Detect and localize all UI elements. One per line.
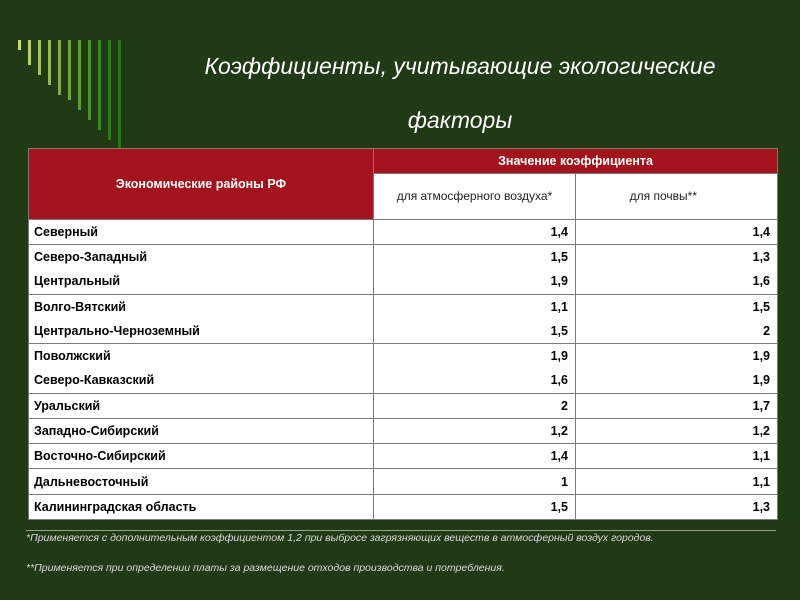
region-name-cell bbox=[29, 418, 374, 443]
footnote-1: *Применяется с дополнительным коэффициентом 1,2 при выбросе загрязняющих веществ в атмосферный воздух городов. bbox=[26, 530, 776, 546]
stripe bbox=[38, 40, 41, 75]
stripe bbox=[58, 40, 61, 95]
air-coefficient-cell-line: 1,5 bbox=[550, 499, 568, 514]
air-coefficient-cell-line: 1 bbox=[561, 474, 568, 489]
region-name-cell bbox=[29, 220, 374, 245]
region-name-cell-line: Северо-Кавказский bbox=[34, 373, 155, 388]
footnote-2: **Применяется при определении платы за размещение отходов производства и потребления. bbox=[26, 562, 505, 574]
soil-coefficient-cell-line: 1,5 bbox=[752, 299, 771, 314]
header-coefficient-value: Значение коэффициента bbox=[374, 149, 778, 174]
air-coefficient-cell-line: 1,2 bbox=[550, 424, 568, 439]
region-name-cell bbox=[29, 294, 374, 343]
soil-coefficient-cell bbox=[576, 294, 778, 343]
region-name-cell bbox=[29, 245, 374, 294]
air-coefficient-cell bbox=[374, 418, 576, 443]
soil-coefficient-cell-line: 1,9 bbox=[752, 373, 771, 388]
table-row bbox=[29, 494, 778, 519]
soil-coefficient-cell-line: 2 bbox=[763, 323, 771, 338]
soil-coefficient-cell-line: 1,1 bbox=[752, 449, 771, 464]
soil-coefficient-cell-line: 1,4 bbox=[752, 225, 771, 240]
region-name-cell-line: Волго-Вятский bbox=[34, 299, 126, 314]
soil-coefficient-cell-line: 1,9 bbox=[752, 349, 771, 364]
air-coefficient-cell bbox=[374, 294, 576, 343]
subheader-soil: для почвы** bbox=[576, 174, 778, 220]
air-coefficient-cell-line: 1,4 bbox=[550, 225, 568, 240]
table-row bbox=[29, 418, 778, 443]
region-name-cell bbox=[29, 444, 374, 469]
stripe bbox=[48, 40, 51, 85]
air-coefficient-cell-line: 2 bbox=[561, 398, 568, 413]
stripe bbox=[98, 40, 101, 130]
coefficients-table bbox=[28, 148, 777, 520]
table-row bbox=[29, 444, 778, 469]
soil-coefficient-cell-line: 1,7 bbox=[752, 398, 771, 413]
air-coefficient-cell-line: 1,5 bbox=[550, 323, 568, 338]
table-row bbox=[29, 344, 778, 393]
air-coefficient-cell-line: 1,4 bbox=[550, 449, 568, 464]
stripe bbox=[18, 40, 21, 50]
air-coefficient-cell-line: 1,1 bbox=[550, 299, 568, 314]
stripe bbox=[28, 40, 31, 65]
slide-title bbox=[140, 52, 780, 134]
soil-coefficient-cell-line: 1,6 bbox=[752, 274, 771, 289]
decorative-stripes bbox=[18, 40, 133, 150]
air-coefficient-cell bbox=[374, 245, 576, 294]
table-body bbox=[29, 220, 778, 520]
soil-coefficient-cell bbox=[576, 245, 778, 294]
table-row bbox=[29, 245, 778, 294]
stripe bbox=[68, 40, 71, 100]
table-row bbox=[29, 469, 778, 494]
soil-coefficient-cell-line: 1,3 bbox=[752, 499, 771, 514]
region-name-cell-line: Уральский bbox=[34, 398, 101, 413]
region-name-cell-line: Восточно-Сибирский bbox=[34, 449, 166, 464]
air-coefficient-cell bbox=[374, 494, 576, 519]
soil-coefficient-cell bbox=[576, 344, 778, 393]
region-name-cell bbox=[29, 494, 374, 519]
air-coefficient-cell bbox=[374, 444, 576, 469]
air-coefficient-cell-line: 1,5 bbox=[550, 250, 568, 265]
table-row bbox=[29, 220, 778, 245]
air-coefficient-cell bbox=[374, 469, 576, 494]
region-name-cell-line: Центрально-Черноземный bbox=[34, 323, 200, 338]
soil-coefficient-cell-line: 1,3 bbox=[752, 250, 771, 265]
soil-coefficient-cell bbox=[576, 494, 778, 519]
soil-coefficient-cell bbox=[576, 393, 778, 418]
stripe bbox=[108, 40, 111, 140]
air-coefficient-cell bbox=[374, 220, 576, 245]
region-name-cell bbox=[29, 393, 374, 418]
air-coefficient-cell bbox=[374, 344, 576, 393]
air-coefficient-cell bbox=[374, 393, 576, 418]
soil-coefficient-cell-line: 1,2 bbox=[752, 424, 771, 439]
region-name-cell-line: Северо-Западный bbox=[34, 250, 148, 265]
title-line-2: факторы bbox=[407, 107, 513, 133]
soil-coefficient-cell bbox=[576, 220, 778, 245]
soil-coefficient-cell-line: 1,1 bbox=[752, 474, 771, 489]
table-row bbox=[29, 393, 778, 418]
soil-coefficient-cell bbox=[576, 444, 778, 469]
air-coefficient-cell-line: 1,9 bbox=[550, 349, 568, 364]
stripe bbox=[88, 40, 91, 120]
region-name-cell-line: Центральный bbox=[34, 274, 121, 289]
soil-coefficient-cell bbox=[576, 418, 778, 443]
region-name-cell-line: Западно-Сибирский bbox=[34, 424, 159, 439]
stripe bbox=[118, 40, 121, 150]
stripe bbox=[78, 40, 81, 110]
subheader-air: для атмосферного воздуха* bbox=[374, 174, 576, 220]
region-name-cell-line: Поволжский bbox=[34, 349, 111, 364]
title-line-1: Коэффициенты, учитывающие экологические bbox=[204, 53, 716, 79]
header-region: Экономические районы РФ bbox=[29, 149, 374, 220]
region-name-cell-line: Северный bbox=[34, 225, 98, 240]
soil-coefficient-cell bbox=[576, 469, 778, 494]
region-name-cell bbox=[29, 469, 374, 494]
region-name-cell-line: Калининградская область bbox=[34, 499, 197, 514]
region-name-cell bbox=[29, 344, 374, 393]
region-name-cell-line: Дальневосточный bbox=[34, 474, 149, 489]
air-coefficient-cell-line: 1,6 bbox=[550, 373, 568, 388]
air-coefficient-cell-line: 1,9 bbox=[550, 274, 568, 289]
table-row bbox=[29, 294, 778, 343]
